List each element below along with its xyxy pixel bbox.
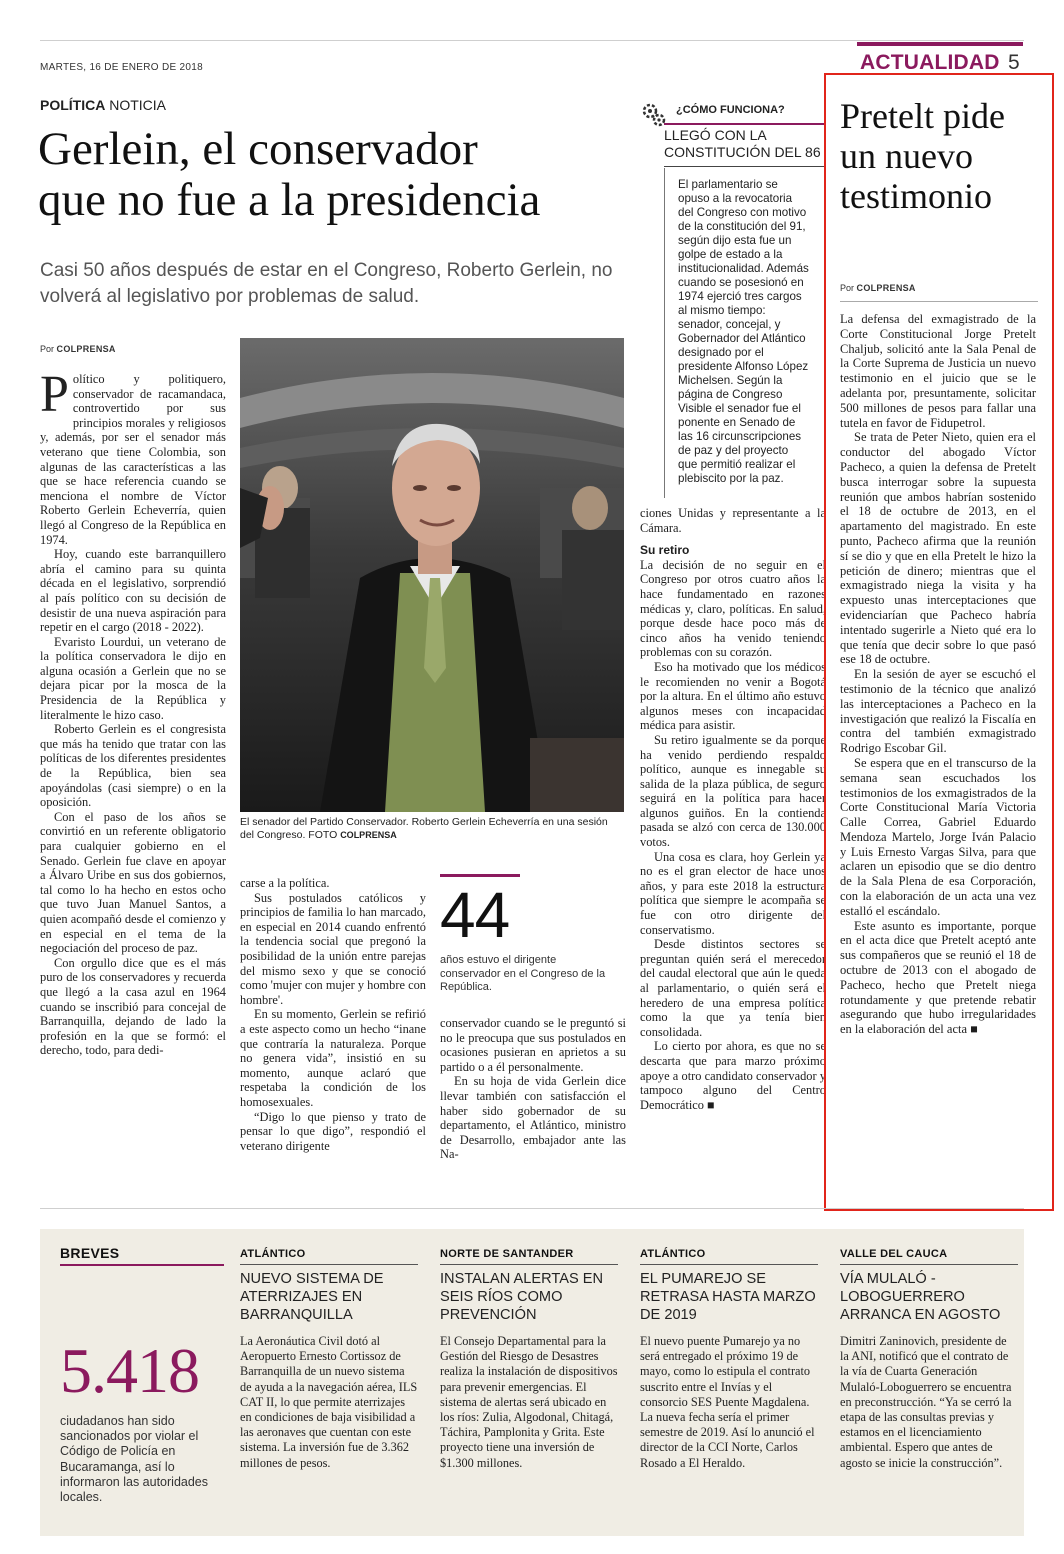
how-it-works-title-line-1: LLEGÓ CON LA xyxy=(664,127,767,143)
article-column-2 xyxy=(240,876,426,1153)
brief-region: ATLÁNTICO xyxy=(240,1248,418,1265)
article-column-1 xyxy=(40,366,226,1058)
paragraph: Con el paso de los años se convirtió en un referente obligatorio para cualquier gobierno en el Senado. Gerlein fue clave en apoyar a Álvaro Uribe en sus dos gobiernos, tal como lo ha hecho en estos ocho que tuvo Juan Manuel Santos, a quien acompañó desde el comienzo y en especial en el tema de la negociación del proceso de paz. xyxy=(40,809,226,956)
paragraph: Su retiro igualmente se da porque ha venido perdiendo respaldo político, aunque es innegable su salida de la plaza pública, de seguro seguirá en la política para hacer algunos guiños. En la contienda pasada se alzó con cerca de 130.000 votos. xyxy=(640,732,826,850)
issue-date: MARTES, 16 DE ENERO DE 2018 xyxy=(40,62,203,73)
paragraph: Desde distintos sectores se preguntan quién será el merecedor del caudal electoral que aún le queda al parlamentario, o quién será el heredero de una empresa política como la que ya tenía bien consolidada. xyxy=(640,937,826,1039)
brief-region: NORTE DE SANTANDER xyxy=(440,1248,618,1265)
breves-label: BREVES xyxy=(60,1245,120,1261)
paragraph: Hoy, cuando este barranquillero abría el camino para su quinta década en el legislativo, sorprendió al país político con su decisión de desistir de una nueva aspiración para repetir en el cargo (2018 - 2022). xyxy=(40,547,226,635)
breves-stat-text: ciudadanos han sido sancionados por violar el Código de Policía en Bucaramanga, así lo informaron las autoridades locales. xyxy=(60,1414,208,1505)
byline-author: COLPRENSA xyxy=(56,344,116,354)
dropcap: P xyxy=(40,366,69,423)
paragraph: conservador cuando se le preguntó si no le preocupa que sus postulados en ocasiones pusieran en aprietos a su partido o a él personalmente. xyxy=(440,1016,626,1074)
caption-text: El senador del Partido Conservador. Roberto Gerlein Echeverría en una sesión del Congreso. FOTO xyxy=(240,816,608,841)
how-it-works-sideline xyxy=(664,168,665,498)
brief-region: ATLÁNTICO xyxy=(640,1248,818,1265)
paragraph: Eso ha motivado que los médicos le recomienden no venir a Bogotá por la altura. En el último año estuvo algunos meses con incapacidad médica para asistir. xyxy=(640,659,826,733)
how-it-works-body: El parlamentario se opuso a la revocatoria del Congreso con motivo de la constitución del 91, según dijo esta fue un golpe de estado a la institucionalidad. Además cuando se posesionó en 1974 ejerció tres cargos al mismo tiempo: senador, concejal, y Gobernador del Atlántico designado por el presidente Alfonso López Michelsen. Según la página de Congreso Visible el senador fue el ponente en Senado de las 16 circunscripciones de paz y del proyecto que permitió realizar el plebiscito por la paz. xyxy=(678,178,809,485)
page-number: 5 xyxy=(1008,51,1020,74)
paragraph: carse a la política. xyxy=(240,876,330,890)
stat-number: 44 xyxy=(440,879,510,951)
paragraph-text: olítico y politiquero, conservador de racamandaca, controvertido por sus principios morales y religiosos y, además, por ser el senador más veterano que tiene Colombia, son algunas de las características a las que se hace referencia cuando se menciona el nombre de Víctor Roberto Gerlein Echeverría, quien llegó al Congreso de la República en 1974. xyxy=(40,372,226,547)
paragraph: Una cosa es clara, hoy Gerlein ya no es el gran elector de hace unos años, y para este 2018 la estructura política que siempre le acompaña se fue con otro dirigente del conservatismo. xyxy=(640,849,826,937)
how-it-works-label: ¿CÓMO FUNCIONA? xyxy=(676,104,785,116)
paragraph: Este asunto es importante, porque en el acta dice que Pretelt aceptó ante sus compañeros que se reunió el 18 de octubre de 2013 con el abogado de Pacheco, hecho que Pretelt niega rotundamente y que pretende rebatir asegurando que hubo irregularidades en la elaboración del acta ■ xyxy=(840,918,1036,1037)
brief-title: INSTALAN ALERTAS EN SEIS RÍOS COMO PREVENCIÓN xyxy=(440,1271,604,1323)
article-kicker xyxy=(40,97,166,113)
byline-author: COLPRENSA xyxy=(856,283,916,293)
paragraph: En su hoja de vida Gerlein dice llevar también con satisfacción el haber sido gobernador de su departamento, el Atlántico, ministro de Desarrollo, embajador ante las Na- xyxy=(440,1074,626,1162)
subhead-su-retiro: Su retiro xyxy=(640,543,690,558)
brief-item xyxy=(240,1248,418,1471)
brief-body: La Aeronáutica Civil dotó al Aeropuerto Ernesto Cortissoz de Barranquilla de un nuevo sistema de ayuda a la navegación aérea, ILS CAT II, lo que permite aterrizajes en condiciones de baja visibilidad a las aeronaves que cuentan con este sistema. La inversión fue de 3.362 millones de pesos. xyxy=(240,1334,418,1470)
brief-body: El nuevo puente Pumarejo ya no será entregado el próximo 19 de mayo, como lo estipula el contrato suscrito entre el Invías y el consorcio SES Puente Magdalena. La nueva fecha sería el primer semestre de 2019. Así lo anunció el director de la CCI Norte, Carlos Rosado a El Heraldo. xyxy=(640,1334,815,1470)
brief-item xyxy=(840,1248,1018,1471)
breves-stat-number: 5.418 xyxy=(60,1335,199,1406)
how-it-works-title-line-2: CONSTITUCIÓN DEL 86 xyxy=(664,144,821,160)
paragraph: “Digo lo que pienso y trato de pensar lo que digo”, respondió el veterano dirigente xyxy=(240,1109,426,1153)
side-article-body xyxy=(840,312,1036,1037)
how-it-works-accent xyxy=(664,123,826,125)
brief-body: Dimitri Zaninovich, presidente de la ANI, notificó que el contrato de la vía de Cuarta Generación Mulaló-Loboguerrero se encuentra en preconstrucción. “Ya se cerró la etapa de las consultas previas y estamos en el licenciamiento ambiental. Espero que antes de agosto se inicie la construcción”. xyxy=(840,1334,1012,1470)
article-deck: Casi 50 años después de estar en el Congreso, Roberto Gerlein, no volverá al legislativo por problemas de salud. xyxy=(40,260,613,307)
kicker-type: NOTICIA xyxy=(105,97,167,113)
paragraph: Con orgullo dice que es el más puro de los conservadores y recuerda que llegó a la casa azul en 1964 cuando se inscribió para concejal de Barranquilla, dejando de lado la profesión en la que se formó: el derecho, todo, para dedi- xyxy=(40,955,226,1058)
brief-body: El Consejo Departamental para la Gestión del Riesgo de Desastres realiza la instalación de dispositivos para prevenir emergencias. El sistema de alertas será ubicado en los ríos: Zulia, Algodonal, Chitagá, Táchira, Pamplonita y Grita. Este proyecto tiene una inversión de $1.300 millones. xyxy=(440,1334,618,1470)
how-it-works-divider xyxy=(664,166,826,167)
brief-title: VÍA MULALÓ - LOBOGUERRERO ARRANCA EN AGOSTO xyxy=(840,1271,1001,1323)
byline-prefix: Por xyxy=(840,283,857,293)
article-column-4 xyxy=(640,506,826,1112)
headline-line-2: que no fue a la presidencia xyxy=(38,174,541,226)
how-it-works-title xyxy=(664,127,826,161)
article-headline xyxy=(38,124,648,226)
brief-region: VALLE DEL CAUCA xyxy=(840,1248,1018,1265)
section-accent-bar xyxy=(857,42,1023,46)
paragraph: En su momento, Gerlein se refirió a este aspecto como un hecho “inane que contraría la naturaleza. Porque no genera vida”, insistió en su momento, aunque aclaró que respetaba la condición de los homosexuales. xyxy=(240,1007,426,1109)
paragraph: Roberto Gerlein es el congresista que más ha tenido que tratar con las políticas de los diferentes presidentes de la República, bien sea apoyándolas (casi siempre) o en la oposición. xyxy=(40,722,226,810)
senator-photo-illustration xyxy=(240,338,624,812)
paragraph: Evaristo Lourdui, un veterano de la política conservadora le dijo en alguna ocasión a Gerlein que no se dejara picar por la mosca de la Presidencia de la República y literalmente le hizo caso. xyxy=(40,634,226,722)
headline-line-1: Gerlein, el conservador xyxy=(38,123,478,175)
article-photo xyxy=(240,338,624,812)
brief-item xyxy=(640,1248,818,1471)
section-name: ACTUALIDAD xyxy=(860,51,1000,74)
top-rule xyxy=(40,40,1024,41)
brief-title: EL PUMAREJO SE RETRASA HASTA MARZO DE 2019 xyxy=(640,1271,816,1323)
stat-description: años estuvo el dirigente conservador en el Congreso de la República. xyxy=(440,954,606,993)
stat-accent-rule xyxy=(440,874,520,877)
paragraph: Se trata de Peter Nieto, quien era el conductor del abogado Víctor Pacheco, a quien la defensa de Pretelt busca interrogar sobre la supuesta reunión que ambos habrían sostenido el 18 de octubre de 2013, en el apartamento del magistrado. En este punto, Pacheco afirma que la reunión sí se dio y que en ella Pretelt le hizo la petición de dinero; mientras que el exmagistrado niega la visita y ha expuesto unas interceptaciones que evidenciarían que Pacheco habría intentado sugerirle a Nieto qué era lo que tenía que decir sobre lo que pasó ese 18 de octubre. xyxy=(840,430,1036,667)
paragraph: ciones Unidas y representante a la Cámara. xyxy=(640,506,826,535)
side-article-byline xyxy=(840,283,916,293)
paragraph: Lo cierto por ahora, es que no se descarta que para marzo próximo apoye a otro candidato conservador y tampoco alguno del Centro Democrático ■ xyxy=(640,1039,826,1112)
kicker-category: POLÍTICA xyxy=(40,97,106,113)
side-article-headline: Pretelt pide un nuevo testimonio xyxy=(840,96,1005,216)
photo-caption xyxy=(240,816,624,842)
brief-title: NUEVO SISTEMA DE ATERRIZAJES EN BARRANQUILLA xyxy=(240,1271,384,1323)
bottom-rule xyxy=(40,1208,1024,1209)
article-column-3 xyxy=(440,1016,626,1162)
byline-prefix: Por xyxy=(40,344,57,354)
brief-item xyxy=(440,1248,618,1471)
paragraph: La defensa del exmagistrado de la Corte Constitucional Jorge Pretelt Chaljub, solicitó ante la Sala Penal de la Corte Suprema de Justicia un nuevo testimonio en el juicio que se le adelanta por, presuntamente, solicitar 500 millones de pesos para fallar una tutela en favor de Fidupetrol. xyxy=(840,312,1036,430)
paragraph: En la sesión de ayer se escuchó el testimonio de la técnico que analizó las interceptaciones a Pacheco en la investigación que realizó la Fiscalía en contra del también exmagistrado Rodrigo Escobar Gil. xyxy=(840,667,1036,756)
photo-credit: COLPRENSA xyxy=(340,830,397,840)
article-byline xyxy=(40,344,116,354)
paragraph: Se espera que en el transcurso de la semana sean escuchados los testimonios de los exmagistrados de la Corte Constitucional María Victoria Calle Correa, Gabriel Eduardo Mendoza Martelo, Jorge Iván Palacio y Luis Ernesto Vargas Silva, para que aclaren un episodio que se dio dentro de la Sala Plena de esa Corporación, con la elaboración de un acta una vez estalló el escándalo. xyxy=(840,755,1036,918)
paragraph xyxy=(40,366,226,547)
paragraph: La decisión de no seguir en el Congreso por otros cuatro años la hace fundamentado en razones médicas y, claro, políticas. En salud, porque desde hace poco más de cinco años ha venido teniendo problemas con su corazón. xyxy=(640,557,826,660)
paragraph: Sus postulados católicos y principios de familia lo han marcado, en especial en 2014 cuando enfrentó la tendencia social que pregonó la posibilidad de la unión entre parejas del mismo sexo y que se conoció como 'mujer con mujer y hombre con hombre'. xyxy=(240,890,426,1007)
side-article-rule xyxy=(840,301,1038,302)
breves-accent-rule xyxy=(60,1264,224,1266)
